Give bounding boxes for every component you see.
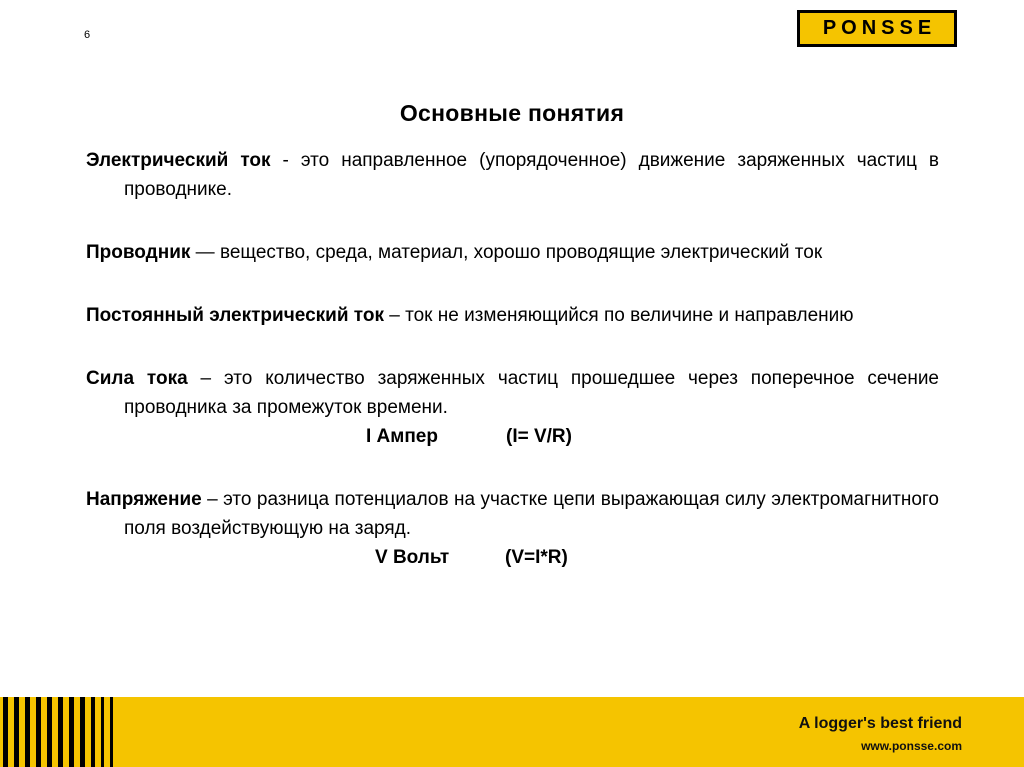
formula-voltage — [375, 543, 939, 572]
term-definition: — вещество, среда, материал, хорошо проводящие электрический ток — [190, 242, 823, 263]
definitions-list — [86, 146, 939, 572]
definition-electric-current — [86, 146, 939, 204]
formula-unit: I Ампер — [366, 426, 438, 447]
logo-text: PONSSE — [822, 17, 937, 39]
formula-expression: (I= V/R) — [506, 426, 572, 447]
footer-website: www.ponsse.com — [861, 739, 962, 753]
definition-direct-current — [86, 301, 939, 330]
page-number: 6 — [84, 29, 91, 41]
term-definition: – это количество заряженных частиц прошедшее через поперечное сечение проводника за промежуток времени. — [124, 368, 940, 418]
term-label: Сила тока — [86, 368, 188, 389]
term-definition: – ток не изменяющийся по величине и направлению — [383, 305, 854, 326]
formula-expression: (V=I*R) — [505, 547, 568, 568]
term-label: Постоянный электрический ток — [86, 305, 384, 326]
formula-current — [366, 422, 939, 451]
footer-tagline: A logger's best friend — [798, 715, 962, 732]
definition-conductor — [86, 238, 939, 267]
definition-voltage — [86, 485, 939, 572]
term-definition: – это разница потенциалов на участке цепи выражающая силу электромагнитного поля воздействующую на заряд. — [124, 489, 939, 539]
term-definition: - это направленное (упорядоченное) движение заряженных частиц в проводнике. — [124, 150, 939, 200]
term-label: Электрический ток — [86, 150, 271, 171]
term-label: Проводник — [86, 242, 191, 263]
formula-unit: V Вольт — [375, 547, 450, 568]
ponsse-logo — [797, 10, 957, 47]
slide-title: Основные понятия — [399, 100, 625, 126]
term-label: Напряжение — [86, 489, 202, 510]
definition-current-strength — [86, 364, 939, 451]
